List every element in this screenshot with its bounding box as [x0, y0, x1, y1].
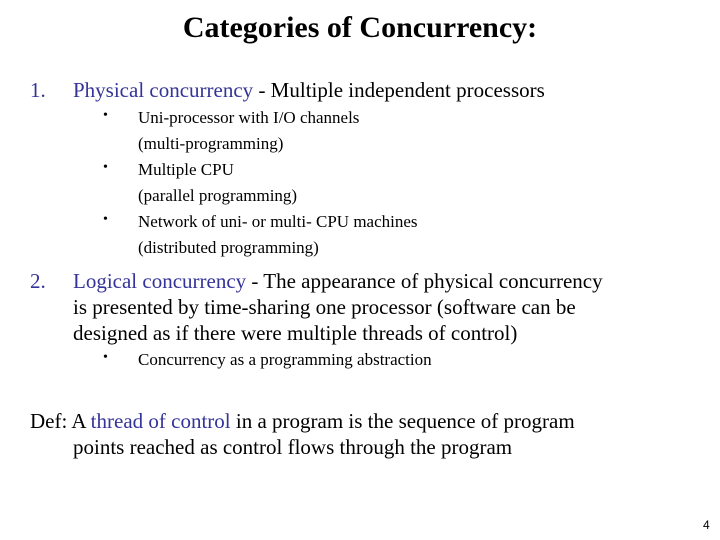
bullet-1-line-2: (multi-programming): [138, 134, 284, 153]
definition-term: thread of control: [90, 409, 231, 433]
item-2-text-1: - The appearance of physical concurrency: [246, 269, 603, 293]
item-1-bullet-2: [138, 157, 297, 209]
bullet-icon: •: [103, 108, 108, 123]
bullet-icon: •: [103, 212, 108, 227]
bullet-2-line-1: Multiple CPU: [138, 160, 234, 179]
definition-line-2: points reached as control flows through the program: [73, 435, 513, 459]
item-1-bullet-1: [138, 105, 359, 157]
item-2-bullet-1: Concurrency as a programming abstraction: [138, 350, 432, 369]
item-1-heading: [73, 77, 545, 103]
bullet-3-line-1: Network of uni- or multi- CPU machines: [138, 212, 418, 231]
item-2-number: 2.: [30, 269, 46, 293]
definition-suffix: in a program is the sequence of program: [230, 409, 575, 433]
definition: [30, 408, 575, 460]
item-1-bullet-3: [138, 209, 418, 261]
item-2-text-3: designed as if there were multiple threads of control): [73, 321, 518, 345]
bullet-3-line-2: (distributed programming): [138, 238, 319, 257]
item-2-heading: [73, 268, 603, 346]
bullet-1-line-1: Uni-processor with I/O channels: [138, 108, 360, 127]
item-1-number: 1.: [30, 78, 46, 102]
bullet-icon: •: [103, 160, 108, 175]
item-1-term: Physical concurrency: [73, 78, 254, 102]
definition-prefix: Def: A: [30, 409, 91, 433]
item-2-text-2: is presented by time-sharing one processor (software can be: [73, 295, 576, 319]
bullet-icon: •: [103, 350, 108, 365]
bullet-2-line-2: (parallel programming): [138, 186, 298, 205]
item-1-text: - Multiple independent processors: [253, 78, 545, 102]
page-number: 4: [703, 518, 710, 532]
slide-title: Categories of Concurrency:: [182, 11, 538, 44]
item-2-term: Logical concurrency: [73, 269, 247, 293]
